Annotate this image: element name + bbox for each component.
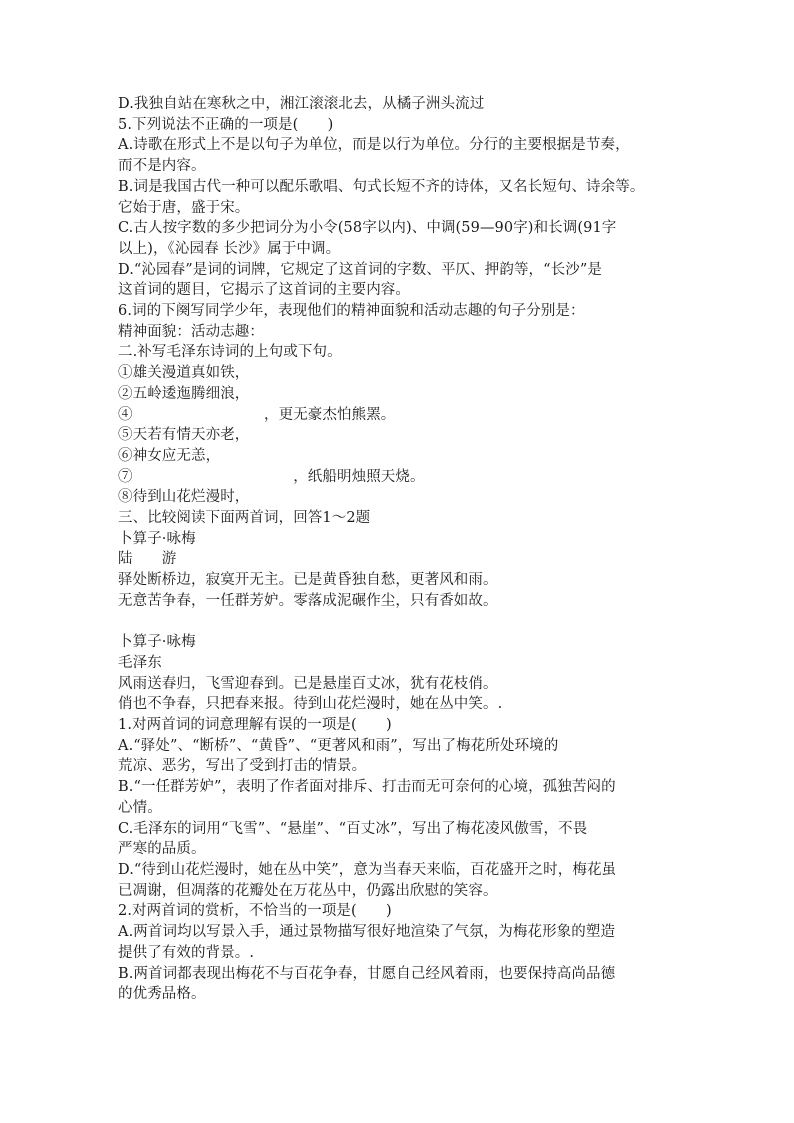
text-line: ⑦ ，纸船明烛照天烧。 xyxy=(118,468,425,485)
text-line: 俏也不争春，只把春来报。待到山花烂漫时，她在丛中笑。. xyxy=(118,696,503,713)
text-line: 6.词的下阕写同学少年，表现他们的精神面貌和活动志趣的句子分别是： xyxy=(118,303,585,320)
text-line: ⑤天若有情天亦老， xyxy=(118,427,250,444)
text-line: 已凋谢，但凋落的花瓣处在万花丛中，仍露出欣慰的笑容。 xyxy=(118,882,498,899)
text-line: 而不是内容。 xyxy=(118,158,206,175)
text-line: 以上)，《沁园春 长沙》属于中调。 xyxy=(118,240,341,257)
text-line: 无意苦争春，一任群芳妒。零落成泥碾作尘，只有香如故。 xyxy=(118,592,498,609)
text-line: 三、比较阅读下面两首词，回答1～2题 xyxy=(118,510,371,527)
text-line: B.词是我国古代一种可以配乐歌唱、句式长短不齐的诗体，又名长短句、诗余等。 xyxy=(118,178,645,195)
text-line: B.两首词都表现出梅花不与百花争春，甘愿自己经风着雨，也要保持高尚品德 xyxy=(118,965,616,982)
text-line: A.“驿处”、“断桥”、“黄昏”、“更著风和雨”，写出了梅花所处环境的 xyxy=(118,737,559,754)
text-line: 的优秀品格。 xyxy=(118,986,206,1003)
text-line: D.我独自站在寒秋之中，湘江滚滚北去，从橘子洲头流过 xyxy=(118,96,485,112)
text-line: 心情。 xyxy=(118,799,162,816)
text-line: ②五岭逶迤腾细浪， xyxy=(118,385,250,402)
text-line: 风雨送春归，飞雪迎春到。已是悬崖百丈冰，犹有花枝俏。 xyxy=(118,675,498,692)
text-line: 提供了有效的背景。. xyxy=(118,944,255,961)
text-line: ④ ，更无豪杰怕熊罴。 xyxy=(118,406,396,423)
text-line: ⑥神女应无恙， xyxy=(118,447,221,464)
text-line: 1.对两首词的词意理解有误的一项是( ) xyxy=(118,717,392,734)
text-line: 严寒的品质。 xyxy=(118,841,206,858)
text-line: 荒凉、恶劣，写出了受到打击的情景。 xyxy=(118,758,367,775)
text-line: 毛泽东 xyxy=(118,654,162,671)
text-line: B.“一任群芳妒”，表明了作者面对排斥、打击而无可奈何的心境，孤独苦闷的 xyxy=(118,779,616,796)
text-line: 陆 游 xyxy=(118,551,177,568)
text-line: D.“沁园春”是词的词牌，它规定了这首词的字数、平仄、押韵等，“长沙”是 xyxy=(118,261,602,278)
text-line: ①雄关漫道真如铁， xyxy=(118,365,250,382)
text-line: 精神面貌：活动志趣： xyxy=(118,323,264,340)
text-line: 它始于唐，盛于宋。 xyxy=(118,199,250,216)
text-line: 2.对两首词的赏析，不恰当的一项是( ) xyxy=(118,903,392,920)
text-line: 卜算子·咏梅 xyxy=(118,634,196,651)
document-page xyxy=(118,94,684,1005)
text-line: D.“待到山花烂漫时，她在丛中笑”，意为当春天来临，百花盛开之时，梅花虽 xyxy=(118,862,617,878)
text-line: 二.补写毛泽东诗词的上句或下句。 xyxy=(118,344,342,361)
text-line: 卜算子·咏梅 xyxy=(118,530,196,547)
text-line: C.毛泽东的词用“飞雪”、“悬崖”、“百丈冰”，写出了梅花凌风傲雪，不畏 xyxy=(118,820,588,837)
text-line: 驿处断桥边，寂寞开无主。已是黄昏独自愁，更著风和雨。 xyxy=(118,572,498,589)
text-line: C.古人按字数的多少把词分为小令(58字以内)、中调(59—90字)和长调(91字 xyxy=(118,220,617,237)
text-line: ⑧待到山花烂漫时， xyxy=(118,489,250,506)
text-line: A.两首词均以写景入手，通过景物描写很好地渲染了气氛，为梅花形象的塑造 xyxy=(118,924,616,941)
text-line: 这首词的题目，它揭示了这首词的主要内容。 xyxy=(118,282,410,299)
text-line xyxy=(118,612,684,633)
text-line: A.诗歌在形式上不是以句子为单位，而是以行为单位。分行的主要根据是节奏， xyxy=(118,137,630,154)
text-line: 5.下列说法不正确的一项是( ) xyxy=(118,116,334,133)
